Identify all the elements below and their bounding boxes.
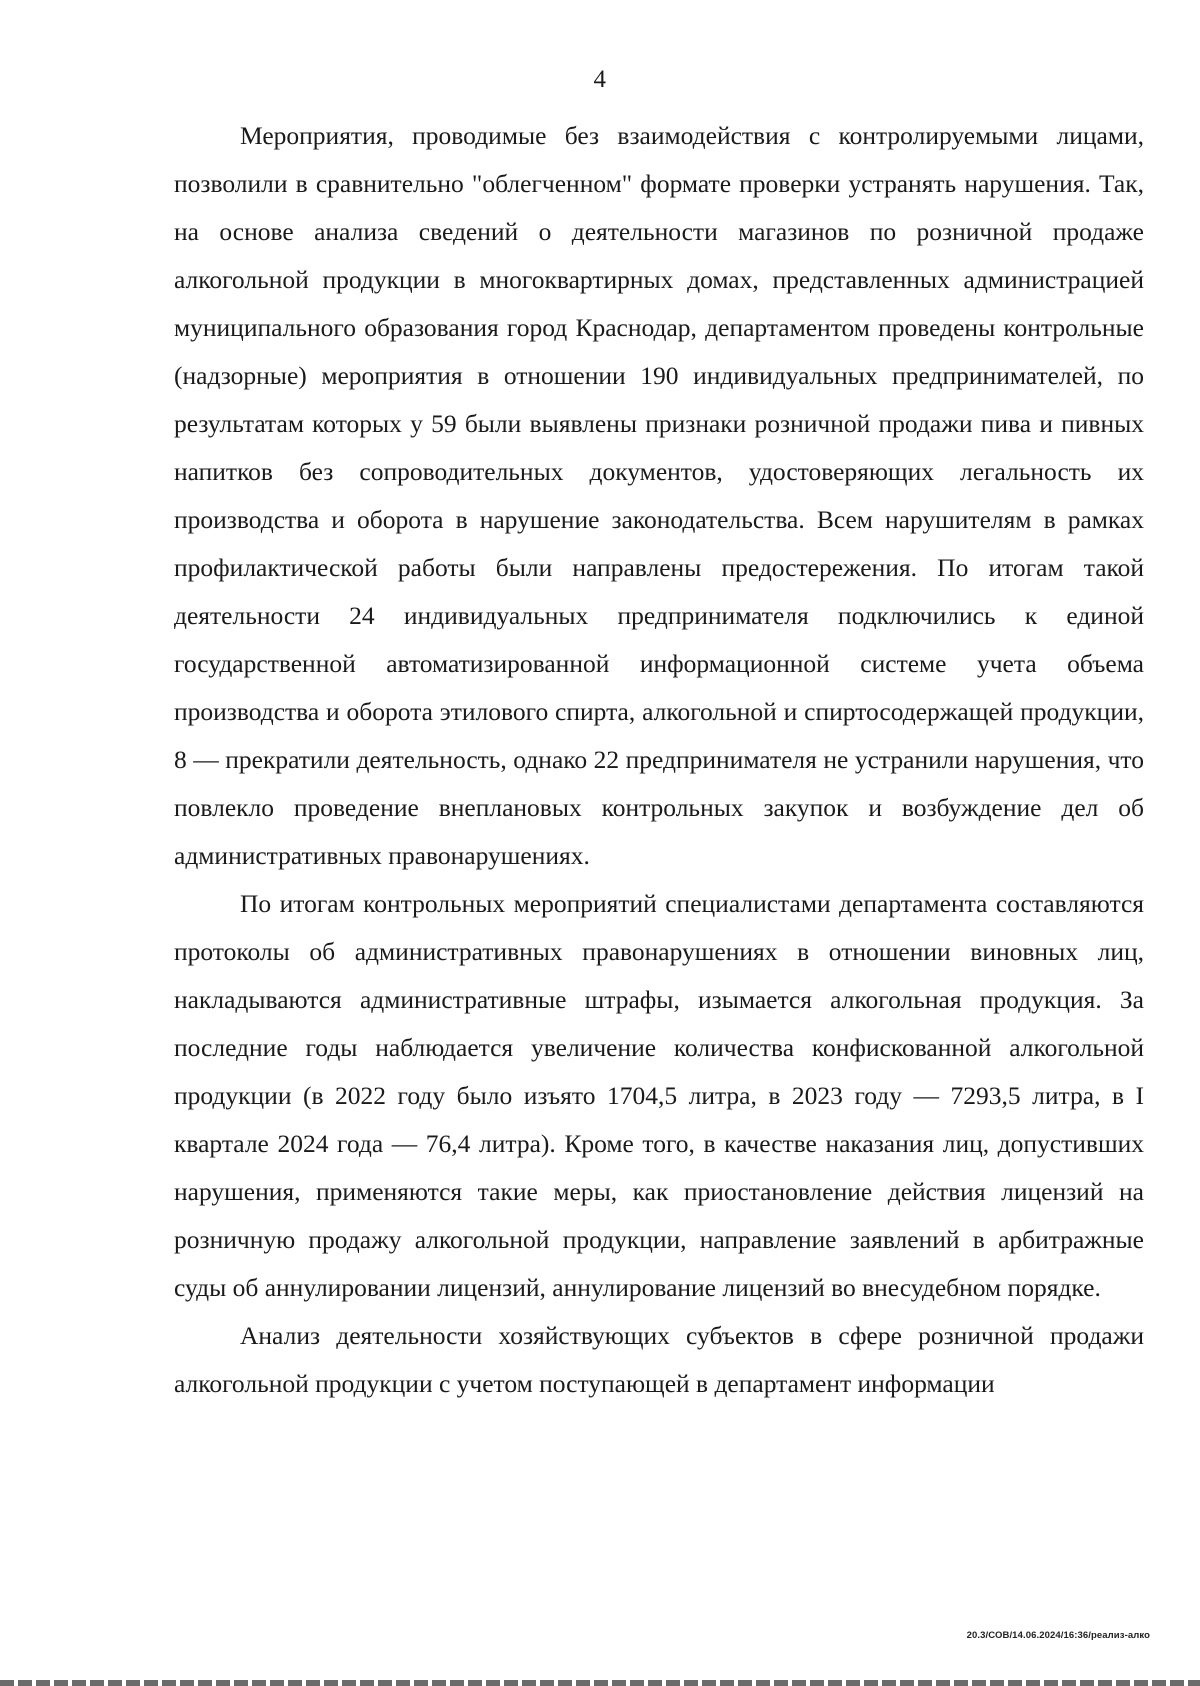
footer-document-code: 20.3/СОВ/14.06.2024/16:36/реализ-алко bbox=[966, 1630, 1150, 1641]
page-number: 4 bbox=[593, 66, 607, 93]
paragraph-3: Анализ деятельности хозяйствующих субъектов в сфере розничной продажи алкогольной продукции с учетом поступающей в департамент информации bbox=[174, 1321, 1144, 1398]
document-body bbox=[174, 112, 1144, 1408]
paragraph-1: Мероприятия, проводимые без взаимодействия с контролируемыми лицами, позволили в сравнительно "облегченном" формате проверки устранять нарушения. Так, на основе анализа сведений о деятельности магазинов по розничной продаже алкогольной продукции в многоквартирных домах, представленных администрацией муниципального образования город Краснодар, департаментом проведены контрольные (надзорные) мероприятия в отношении 190 индивидуальных предпринимателей, по результатам которых у 59 были выявлены признаки розничной продажи пива и пивных напитков без сопроводительных документов, удостоверяющих легальность их производства и оборота в нарушение законодательства. Всем нарушителям в рамках профилактической работы были направлены предостережения. По итогам такой деятельности 24 индивидуальных предпринимателя подключились к единой государственной автоматизированной информационной системе учета объема производства и оборота этилового спирта, алкогольной и спиртосодержащей продукции, 8 — прекратили деятельность, однако 22 предпринимателя не устранили нарушения, что повлекло проведение внеплановых контрольных закупок и возбуждение дел об административных правонарушениях. bbox=[174, 121, 1144, 870]
paragraph-2: По итогам контрольных мероприятий специалистами департамента составляются протоколы об административных правонарушениях в отношении виновных лиц, накладываются административные штрафы, изымается алкогольная продукция. За последние годы наблюдается увеличение количества конфискованной алкогольной продукции (в 2022 году было изъято 1704,5 литра, в 2023 году — 7293,5 литра, в I квартале 2024 года — 76,4 литра). Кроме того, в качестве наказания лиц, допустивших нарушения, применяются такие меры, как приостановление действия лицензий на розничную продажу алкогольной продукции, направление заявлений в арбитражные суды об аннулировании лицензий, аннулирование лицензий во внесудебном порядке. bbox=[174, 889, 1144, 1302]
scan-edge-divider bbox=[0, 1680, 1200, 1686]
